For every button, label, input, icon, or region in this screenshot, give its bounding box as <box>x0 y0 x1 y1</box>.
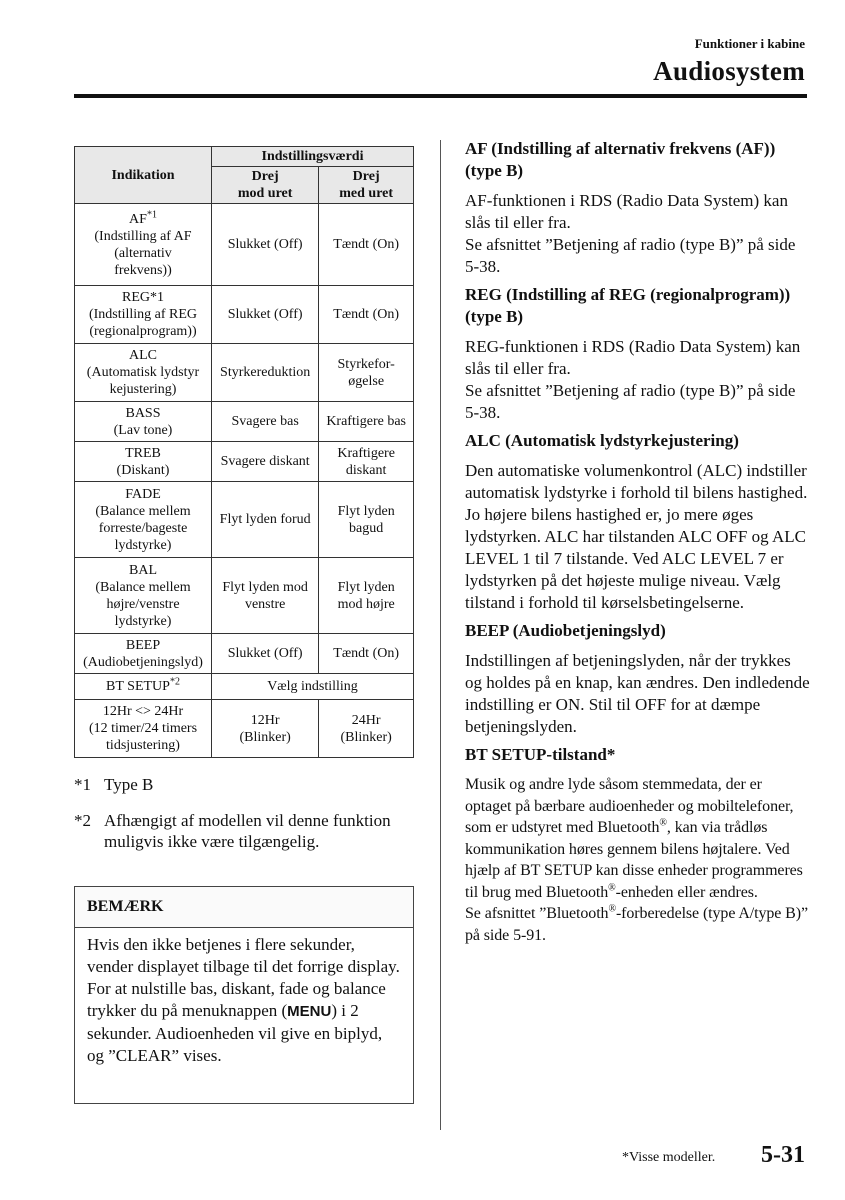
ccw-cell: Svagere bas <box>212 402 319 442</box>
footer-note: *Visse modeller. <box>622 1150 716 1165</box>
indication-cell: REG*1 (Indstilling af REG (regionalprogram)) <box>75 286 212 344</box>
table-row <box>75 700 414 758</box>
cw-cell: Flyt lyden bagud <box>319 482 414 558</box>
table-row <box>75 402 414 442</box>
header-indication: Indikation <box>75 147 212 204</box>
af-text: AF-funktionen i RDS (Radio Data System) kan slås til eller fra. Se afsnittet ”Betjening af radio (type B)” på side 5-38. <box>465 191 796 276</box>
cw-cell: Styrkefor- øgelse <box>319 344 414 402</box>
table-row <box>75 558 414 634</box>
header-rule <box>74 94 807 98</box>
bt-setup-heading: BT SETUP-tilstand* <box>465 745 616 764</box>
cw-cell: Tændt (On) <box>319 204 414 286</box>
table-row <box>75 286 414 344</box>
table-row <box>75 674 414 700</box>
merged-setting-cell: Vælg indstilling <box>212 674 414 700</box>
header-setting: Indstillingsværdi <box>212 147 414 167</box>
ccw-cell: Slukket (Off) <box>212 634 319 674</box>
footnote-2 <box>74 810 394 852</box>
header-cw: Drej med uret <box>319 167 414 204</box>
indication-cell: BEEP (Audiobetjeningslyd) <box>75 634 212 674</box>
footnote-1 <box>74 774 394 795</box>
settings-table <box>74 146 414 758</box>
menu-key-icon: MENU <box>287 1003 332 1020</box>
ccw-cell: Slukket (Off) <box>212 204 319 286</box>
beep-heading: BEEP (Audiobetjeningslyd) <box>465 621 666 640</box>
indication-cell: BAL (Balance mellem højre/venstre lydstyrke) <box>75 558 212 634</box>
reg-heading: REG (Indstilling af REG (regionalprogram)) (type B) <box>465 285 791 326</box>
cw-cell: Kraftigere diskant <box>319 442 414 482</box>
indication-cell: ALC (Automatisk lydstyr kejustering) <box>75 344 212 402</box>
table-row <box>75 344 414 402</box>
cw-cell: Tændt (On) <box>319 634 414 674</box>
right-column <box>465 138 810 952</box>
beep-text: Indstillingen af betjeningslyden, når der trykkes og holdes på en knap, kan ændres. Den indledende indstilling er ON. Stil til OFF for at dæmpe betjeningslyden. <box>465 651 810 736</box>
cw-cell: Kraftigere bas <box>319 402 414 442</box>
bt-setup-text: Musik og andre lyde såsom stemmedata, der er optaget på bærbare audioenheder og mobiltelefoner, som er udstyret med Bluetooth®, kan via trådløs kommunikation høres gennem bilens højtalere. Ved hjælp af BT SETUP kan disse enheder programmeres til brug med Bluetooth®-enheden eller ændres. Se afsnittet ”Bluetooth®-forberedelse (type A/type B)” på side 5-91. <box>465 776 808 944</box>
ccw-cell: Flyt lyden mod venstre <box>212 558 319 634</box>
ccw-cell: 12Hr (Blinker) <box>212 700 319 758</box>
alc-heading: ALC (Automatisk lydstyrkejustering) <box>465 431 739 450</box>
indication-cell: BASS (Lav tone) <box>75 402 212 442</box>
page-title: Audiosystem <box>653 56 805 86</box>
note-body: Hvis den ikke betjenes i flere sekunder, vender displayet tilbage til det forrige display. For at nulstille bas, diskant, fade og balance trykker du på menuknappen (MENU) i 2 sekunder. Audioenheden vil give en biplyd, og ”CLEAR” vises. <box>87 935 400 1065</box>
af-heading: AF (Indstilling af alternativ frekvens (AF)) (type B) <box>465 139 776 180</box>
alc-text: Den automatiske volumenkontrol (ALC) indstiller automatisk lydstyrke i forhold til bilens hastighed. Jo højere bilens hastighed er, jo mere øges lydstyrken. ALC har tilstanden ALC OFF og ALC LEVEL 1 til 7 tilstande. Ved ALC LEVEL 7 er lydstyrken på det højeste mulige niveau. Vælg tilstand i forhold til kørselsbetingelserne. <box>465 461 808 612</box>
cw-cell: Tændt (On) <box>319 286 414 344</box>
table-row <box>75 204 414 286</box>
column-divider <box>440 140 441 1130</box>
note-heading: BEMÆRK <box>75 887 413 928</box>
indication-cell: TREB (Diskant) <box>75 442 212 482</box>
cw-cell: Flyt lyden mod højre <box>319 558 414 634</box>
footnote-marker: *1 <box>74 775 91 794</box>
table-row <box>75 634 414 674</box>
page-number: 5-31 <box>761 1142 805 1168</box>
footnote-text: Afhængigt af modellen vil denne funktion muligvis ikke være tilgængelig. <box>104 811 391 851</box>
footnote-marker: *2 <box>74 811 91 830</box>
table-row <box>75 482 414 558</box>
indication-cell: FADE (Balance mellem forreste/bageste lydstyrke) <box>75 482 212 558</box>
ccw-cell: Flyt lyden forud <box>212 482 319 558</box>
ccw-cell: Svagere diskant <box>212 442 319 482</box>
section-label: Funktioner i kabine <box>694 36 805 51</box>
footnote-text: Type B <box>104 775 154 794</box>
cw-cell: 24Hr (Blinker) <box>319 700 414 758</box>
table-row <box>75 442 414 482</box>
ccw-cell: Styrkereduktion <box>212 344 319 402</box>
indication-cell: AF$^{*1}$ (Indstilling af AF (alternativ frekvens)) <box>75 204 212 286</box>
note-box <box>74 886 414 1104</box>
ccw-cell: Slukket (Off) <box>212 286 319 344</box>
header-ccw: Drej mod uret <box>212 167 319 204</box>
indication-cell: BT SETUP$^{*2}$ <box>75 674 212 700</box>
indication-cell: 12Hr <> 24Hr (12 timer/24 timers tidsjustering) <box>75 700 212 758</box>
reg-text: REG-funktionen i RDS (Radio Data System) kan slås til eller fra. Se afsnittet ”Betjening af radio (type B)” på side 5-38. <box>465 337 801 422</box>
